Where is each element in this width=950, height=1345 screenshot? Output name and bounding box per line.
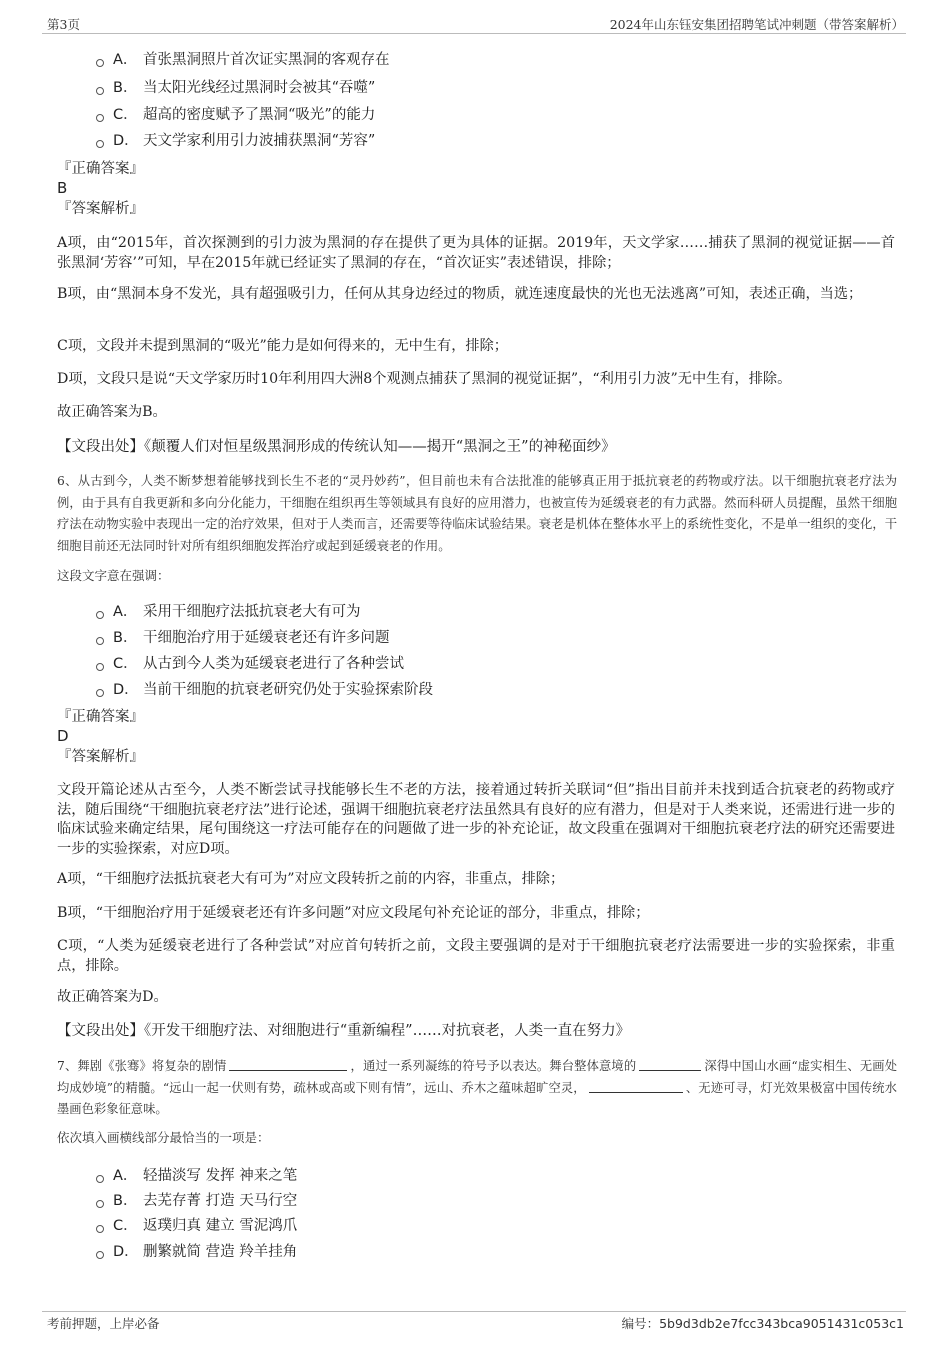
- footer-motto: 考前押题，上岸必备: [47, 1316, 160, 1331]
- radio-icon[interactable]: [96, 1200, 104, 1208]
- radio-icon[interactable]: [96, 689, 104, 697]
- radio-icon[interactable]: [96, 1175, 104, 1183]
- q5-answer-label: 『正确答案』: [57, 161, 144, 177]
- q5-conclusion: 故正确答案为B。: [57, 404, 167, 420]
- radio-icon[interactable]: [96, 87, 104, 95]
- document-title: 2024年山东钰安集团招聘笔试冲刺题（带答案解析）: [609, 17, 904, 32]
- q5-option-d[interactable]: D． 天文学家利用引力波捕获黑洞“芳容”: [96, 131, 375, 151]
- q6-option-c[interactable]: C． 从古到今人类为延缓衰老进行了各种尝试: [96, 654, 404, 674]
- q7-option-d[interactable]: D． 删繁就简 营造 羚羊挂角: [96, 1242, 297, 1262]
- q6-analysis-label: 『答案解析』: [57, 749, 144, 765]
- q6-analysis-a: A项，“干细胞疗法抵抗衰老大有可为”对应文段转折之前的内容，非重点，排除；: [57, 871, 565, 887]
- radio-icon[interactable]: [96, 114, 104, 122]
- radio-icon[interactable]: [96, 140, 104, 148]
- q5-analysis-label: 『答案解析』: [57, 201, 144, 217]
- q6-answer-label: 『正确答案』: [57, 709, 144, 725]
- q5-option-c[interactable]: C． 超高的密度赋予了黑洞“吸光”的能力: [96, 105, 375, 125]
- q7-option-b[interactable]: B． 去芜存菁 打造 天马行空: [96, 1191, 297, 1211]
- q5-option-a[interactable]: A． 首张黑洞照片首次证实黑洞的客观存在: [96, 50, 390, 70]
- q6-analysis-b: B项，“干细胞治疗用于延缓衰老还有许多问题”对应文段尾句补充论证的部分，非重点，排除；: [57, 905, 650, 921]
- radio-icon[interactable]: [96, 611, 104, 619]
- q5-analysis-b: B项，由“黑洞本身不发光，具有超强吸引力，任何从其身边经过的物质，就连速度最快的光也无法逃离”可知，表述正确，当选；: [57, 286, 863, 302]
- q7-stem: 7、舞剧《张骞》将复杂的剧情 ，通过一系列凝练的符号予以表达。舞台整体意境的 深得中国山水画“虚实相生、无画处均成妙境”的精髓。“远山一起一伏则有势，疏林或高或下则有情”，远山、乔木之蕴味超旷空灵， 、无迹可寻，灯光效果极富中国传统水墨画色彩象征意味。: [57, 1059, 897, 1116]
- q6-option-a[interactable]: A． 采用干细胞疗法抵抗衰老大有可为: [96, 602, 361, 622]
- q6-answer: D: [57, 727, 69, 745]
- q7-option-a[interactable]: A． 轻描淡写 发挥 神来之笔: [96, 1166, 297, 1186]
- radio-icon[interactable]: [96, 1225, 104, 1233]
- q6-option-b[interactable]: B． 干细胞治疗用于延缓衰老还有许多问题: [96, 628, 390, 648]
- q6-analysis-c: C项，“人类为延缓衰老进行了各种尝试”对应首句转折之前，文段主要强调的是对于干细胞抗衰老疗法需要进一步的实验探索，非重点，排除。: [57, 938, 895, 974]
- radio-icon[interactable]: [96, 637, 104, 645]
- fill-blank-3[interactable]: [589, 1080, 683, 1093]
- q5-source: 【文段出处】《颠覆人们对恒星级黑洞形成的传统认知——揭开“黑洞之王”的神秘面纱》: [57, 439, 616, 455]
- radio-icon[interactable]: [96, 663, 104, 671]
- q7-option-c[interactable]: C． 返璞归真 建立 雪泥鸿爪: [96, 1216, 297, 1236]
- q6-analysis-main: 文段开篇论述从古至今，人类不断尝试寻找能够长生不老的方法，接着通过转折关联词“但”指出目前并未找到适合抗衰老的药物或疗法，随后围绕“干细胞抗衰老疗法”进行论述，强调干细胞抗衰老疗法虽然具有良好的应有潜力，但是对于人类来说，还需进行进一步的临床试验来确定结果，尾句围绕这一疗法可能存在的问题做了进一步的补充论证，故文段重在强调对干细胞抗衰老疗法的研究还需要进一步的实验探索，对应D项。: [57, 782, 895, 857]
- q5-analysis-d: D项，文段只是说“天文学家历时10年利用四大洲8个观测点捕获了黑洞的视觉证据”，“利用引力波”无中生有，排除。: [57, 371, 792, 387]
- q6-stem: 6、从古到今，人类不断梦想着能够找到长生不老的“灵丹妙药”，但目前也未有合法批准的能够真正用于抵抗衰老的药物或疗法。以干细胞抗衰老疗法为例，由于具有自我更新和多向分化能力，干细胞在组织再生等领域具有良好的应用潜力，也被宣传为延缓衰老的有力武器。然而科研人员提醒，虽然干细胞疗法在动物实验中表现出一定的治疗效果，但对于人类而言，还需要等待临床试验结果。衰老是机体在整体水平上的系统性变化，不是单一组织的变化，干细胞目前还无法同时针对所有组织细胞发挥治疗或起到延缓衰老的作用。: [57, 474, 897, 553]
- q6-conclusion: 故正确答案为D。: [57, 989, 168, 1005]
- page-number: 第3页: [47, 17, 80, 32]
- q5-option-b[interactable]: B． 当太阳光线经过黑洞时会被其“吞噬”: [96, 78, 375, 98]
- footer-code: 编号：5b9d3db2e7fcc343bca9051431c053c1: [621, 1316, 904, 1331]
- q5-answer: B: [57, 179, 68, 197]
- q5-analysis-a: A项，由“2015年，首次探测到的引力波为黑洞的存在提供了更为具体的证据。2019年，天文学家……捕获了黑洞的视觉证据——首张黑洞‘芳容’”可知，早在2015年就已经证实了黑洞的存在，“首次证实”表述错误，排除；: [57, 235, 895, 271]
- q5-analysis-c: C项，文段并未提到黑洞的“吸光”能力是如何得来的，无中生有，排除；: [57, 338, 508, 354]
- fill-blank-1[interactable]: [229, 1058, 347, 1071]
- radio-icon[interactable]: [96, 1251, 104, 1259]
- header-divider: [42, 33, 906, 34]
- fill-blank-2[interactable]: [639, 1058, 701, 1071]
- q7-prompt: 依次填入画横线部分最恰当的一项是：: [57, 1130, 270, 1145]
- q6-prompt: 这段文字意在强调：: [57, 568, 170, 583]
- footer-divider: [42, 1311, 906, 1312]
- q6-source: 【文段出处】《开发干细胞疗法、对细胞进行“重新编程”……对抗衰老，人类一直在努力》: [57, 1023, 631, 1039]
- q6-option-d[interactable]: D． 当前干细胞的抗衰老研究仍处于实验探索阶段: [96, 680, 433, 700]
- radio-icon[interactable]: [96, 59, 104, 67]
